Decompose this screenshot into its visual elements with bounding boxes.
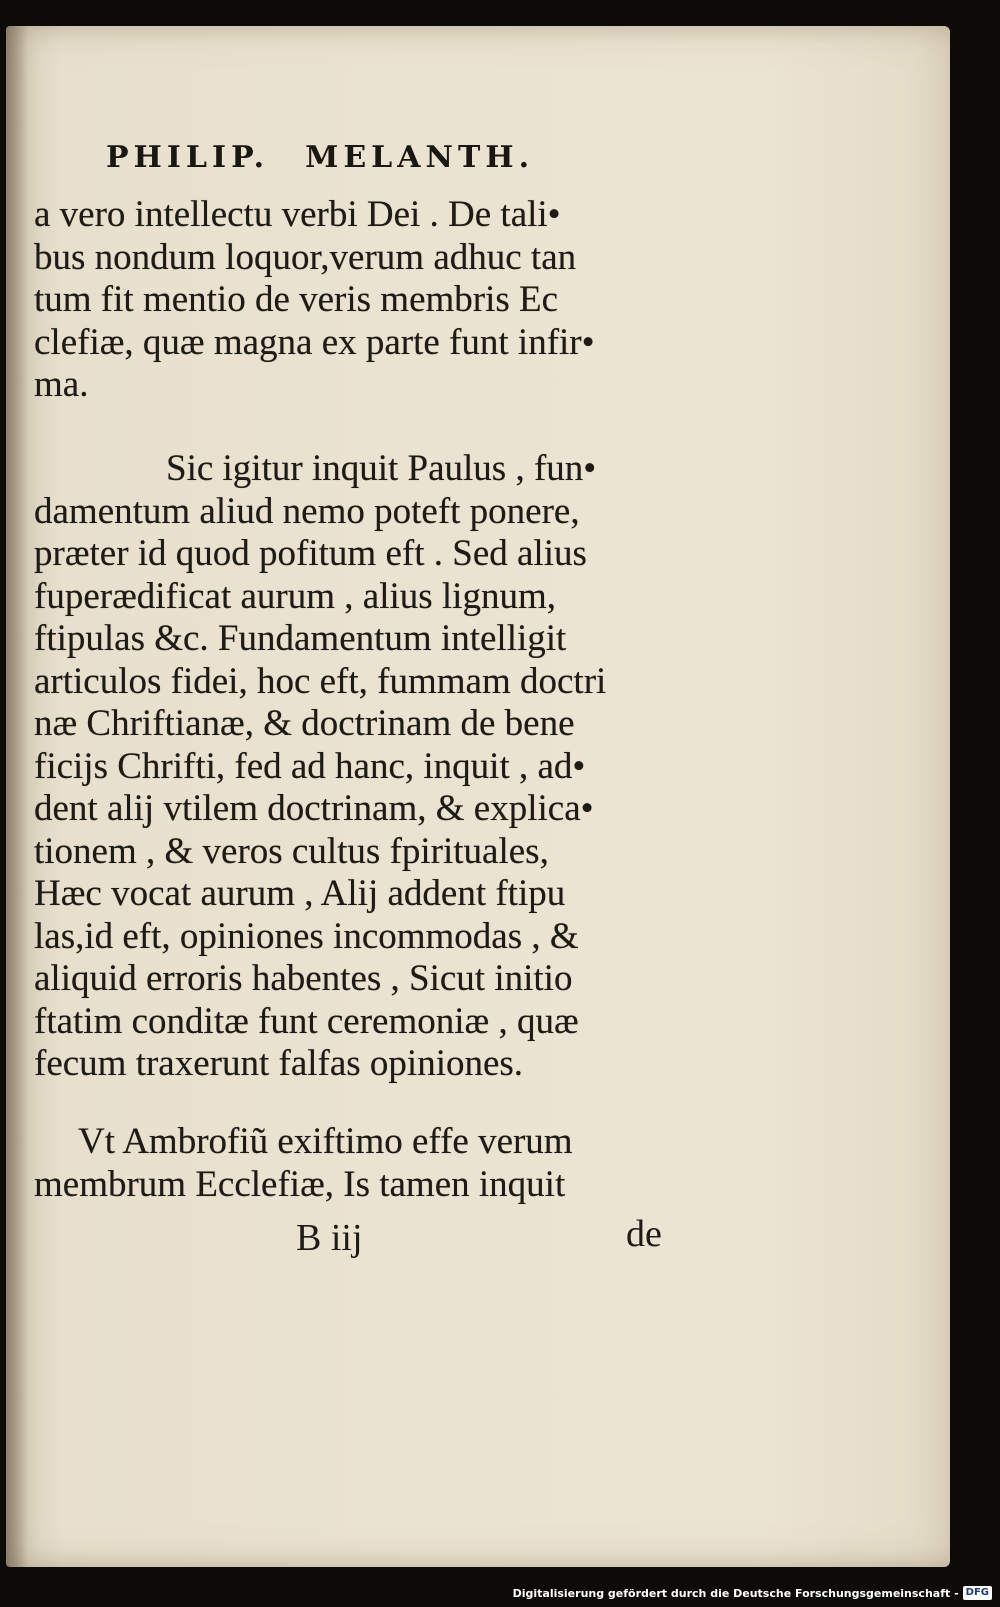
text-line: damentum aliud nemo poteft ponere, <box>34 490 580 532</box>
text-line: membrum Ecclefiæ, Is tamen inquit <box>34 1163 566 1205</box>
paragraph-3 <box>34 1121 674 1206</box>
text-line: ftatim conditæ funt ceremoniæ , quæ <box>34 1000 579 1042</box>
dfg-logo: DFG <box>963 1586 992 1600</box>
digitization-credit <box>513 1581 992 1605</box>
credit-text: Digitalisierung gefördert durch die Deutsche Forschungsgemeinschaft - <box>512 1586 959 1600</box>
text-line: Sic igitur inquit Paulus , fun• <box>166 448 597 489</box>
paragraph-2 <box>34 448 674 1086</box>
text-line: Vt Ambrofiũ exiftimo effe verum <box>78 1121 573 1162</box>
text-line: bus nondum loquor,verum adhuc tan <box>34 236 577 278</box>
text-line: fuperædificat aurum , alius lignum, <box>34 575 556 617</box>
text-line: las,id eft, opiniones incommodas , & <box>34 915 579 957</box>
text-line: præter id quod pofitum eft . Sed alius <box>34 533 587 574</box>
paragraph-1 <box>34 194 674 407</box>
text-line: tum fit mentio de veris membris Ec <box>34 279 559 320</box>
text-line: ftipulas &c. Fundamentum intelligit <box>34 618 567 659</box>
running-header <box>106 140 534 175</box>
text-line: Hæc vocat aurum , Alij addent ftipu <box>34 873 566 914</box>
header-author-last: MELANTH. <box>305 140 535 175</box>
header-author-first: PHILIP. <box>106 140 270 175</box>
text-line: aliquid erroris habentes , Sicut initio <box>34 958 573 999</box>
text-line: fecum traxerunt falfas opiniones. <box>34 1043 524 1084</box>
text-line: clefiæ, quæ magna ex parte funt infir• <box>34 321 595 363</box>
text-line: tionem , & veros cultus fpirituales, <box>34 830 549 872</box>
text-line: ma. <box>34 364 89 405</box>
text-line: articulos fidei, hoc eft, fummam doctri <box>34 660 607 702</box>
text-line: dent alij vtilem doctrinam, & explica• <box>34 788 594 829</box>
catchword: de <box>626 1213 662 1255</box>
book-page <box>6 26 950 1567</box>
text-line: næ Chriftianæ, & doctrinam de bene <box>34 703 575 744</box>
text-line: a vero intellectu verbi Dei . De tali• <box>34 194 561 235</box>
signature-mark: B iij <box>296 1217 363 1259</box>
text-line: ficijs Chrifti, fed ad hanc, inquit , ad• <box>34 745 586 787</box>
